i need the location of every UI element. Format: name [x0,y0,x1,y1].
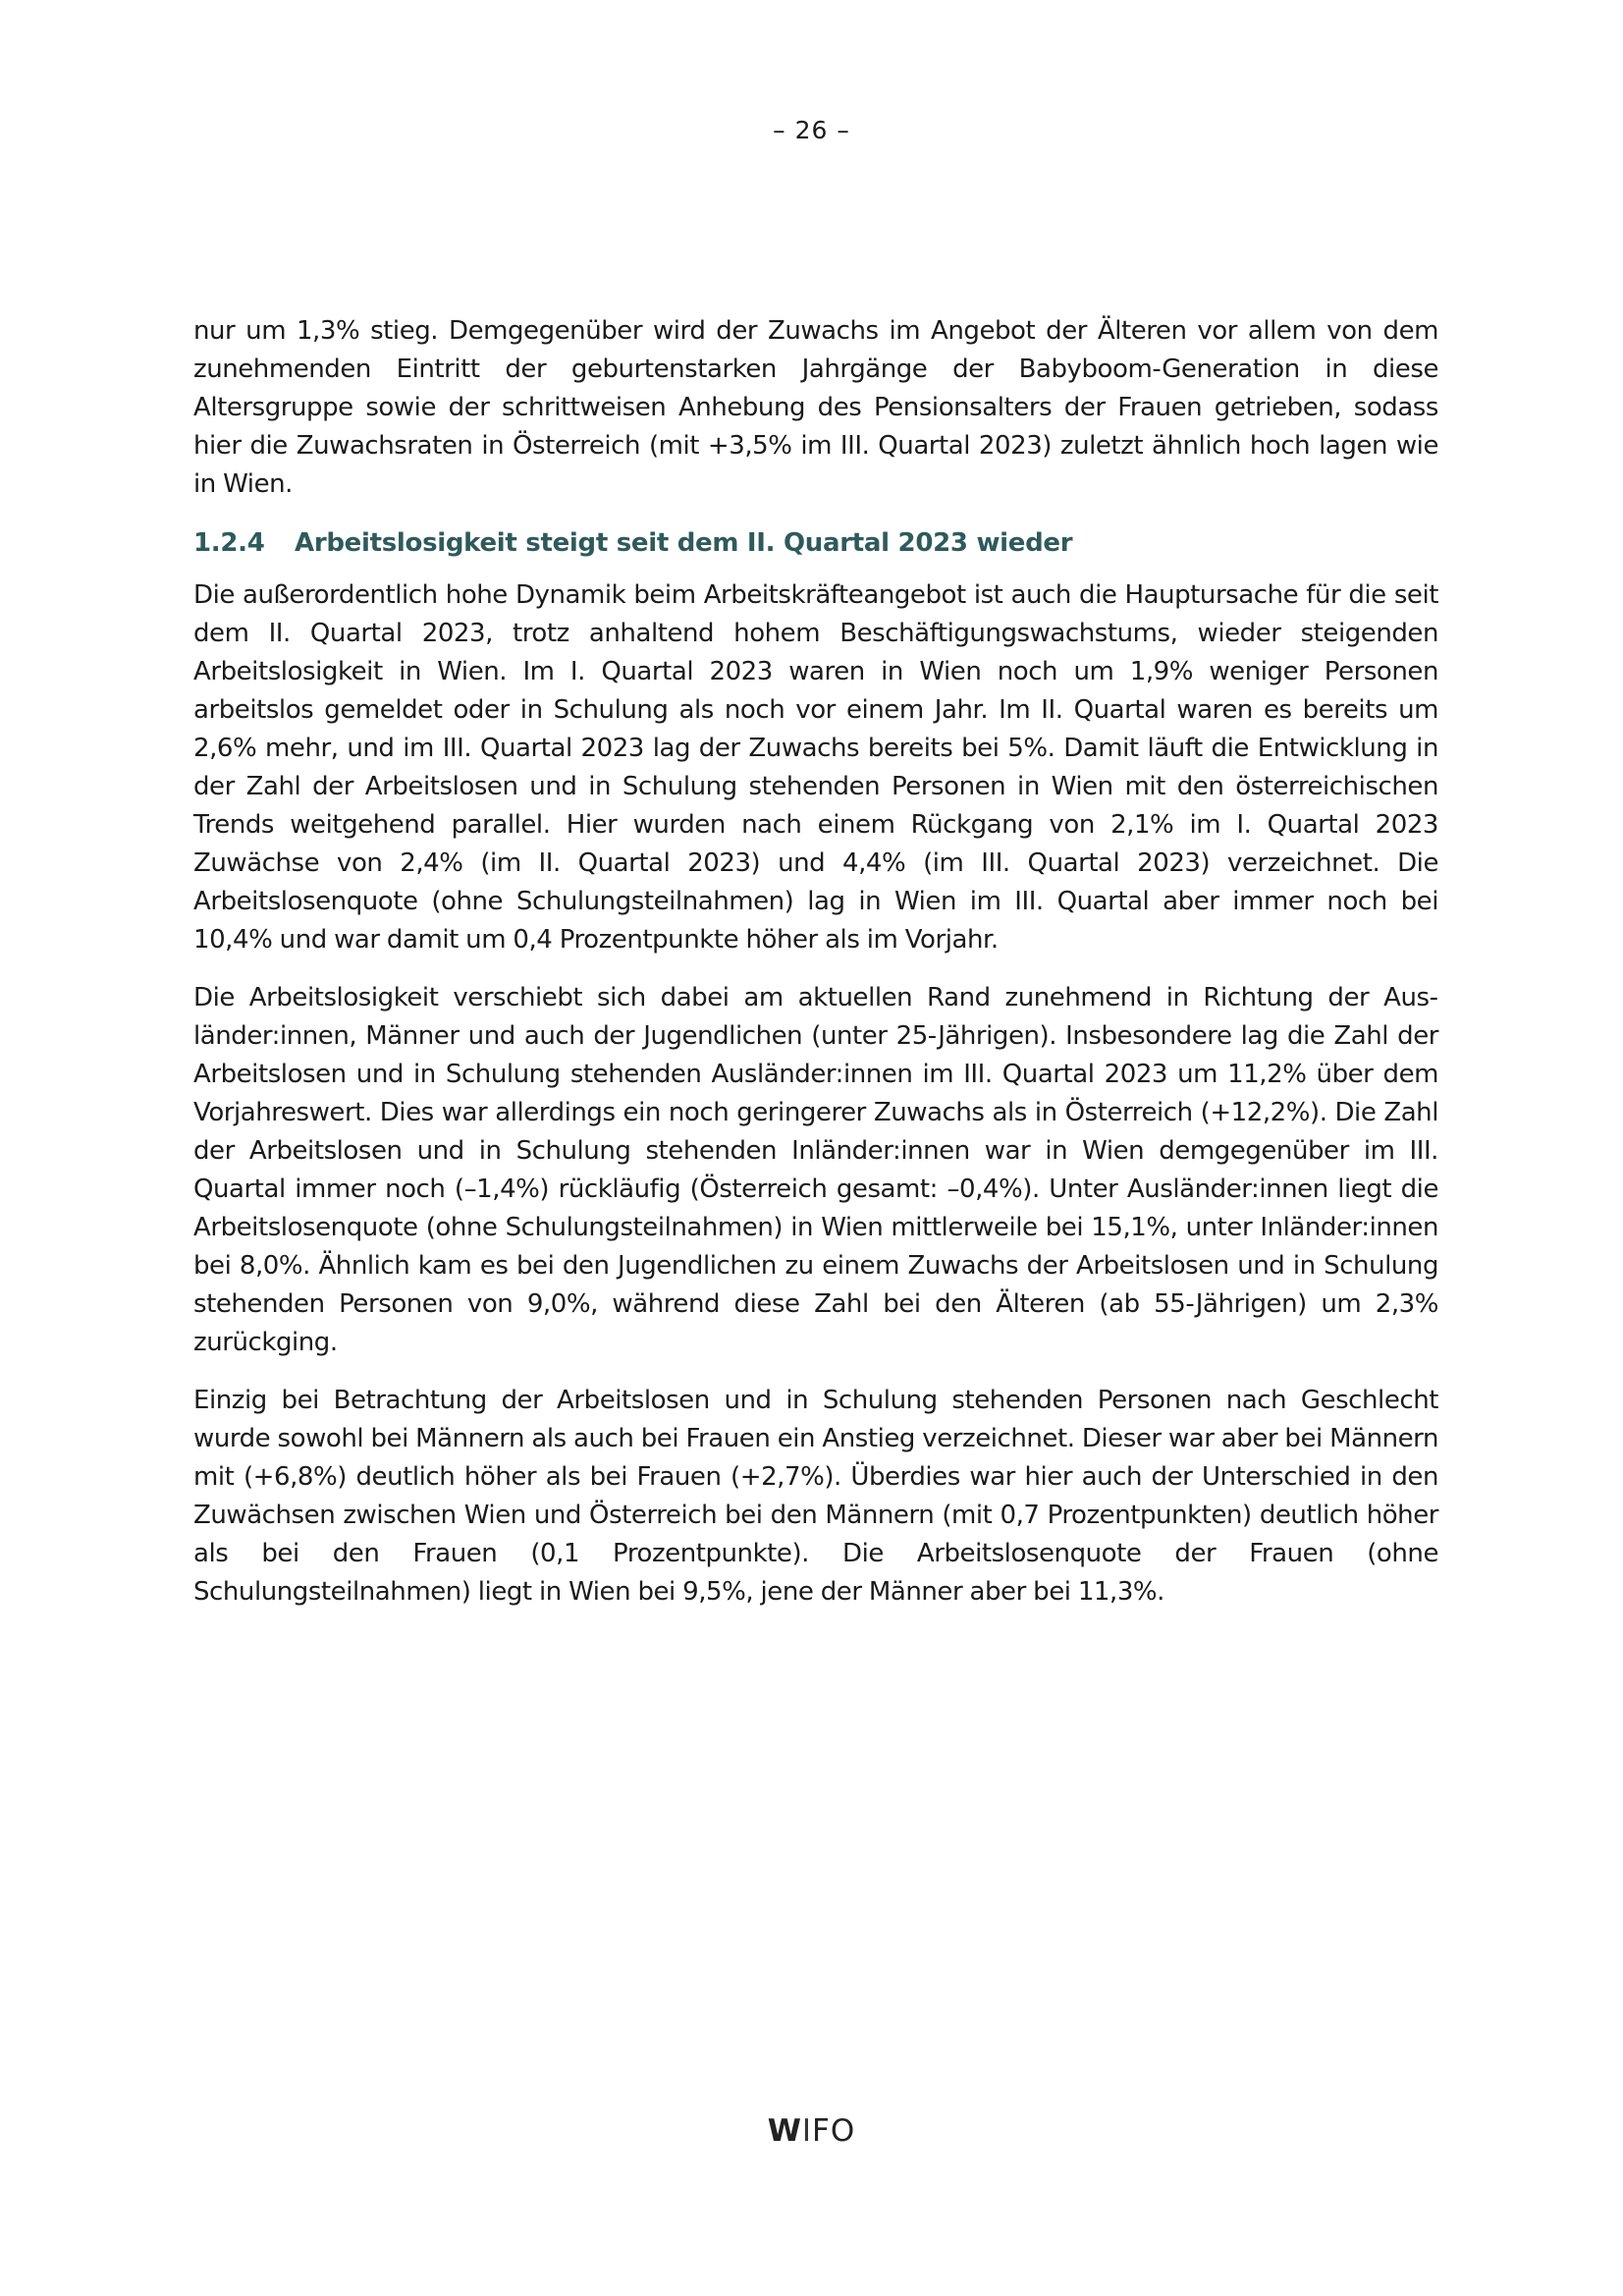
section-number: 1.2.4 [193,528,265,558]
body-paragraph: nur um 1,3% stieg. Demgegenüber wird der Zuwachs im Angebot der Älteren vor allem von dem zunehmenden Eintritt der geburtenstarken Jahrgänge der Babyboom-Generation in diese Altersgruppe sowie der schrittweisen Anhebung des Pensionsalters der Frauen getrieben, sodass hier die Zuwachsraten in Österreich (mit +3,5% im III. Quartal 2023) zuletzt ähnlich hoch lagen wie in Wien. [193,316,1438,499]
body-paragraph: Einzig bei Betrachtung der Arbeitslosen und in Schulung stehenden Personen nach Geschlecht wurde sowohl bei Männern als auch bei Frauen ein Anstieg verzeichnet. Dieser war aber bei Männern mit (+6,8%) deutlich höher als bei Frauen (+2,7%). Überdies war hier auch der Unterschied in den Zuwächsen zwischen Wien und Österreich bei den Männern (mit 0,7 Prozentpunkten) deutlich höher als bei den Frauen (0,1 Prozentpunkte). Die Arbeitslosenquote der Frauen (ohne Schulungsteilnahmen) liegt in Wien bei 9,5%, jene der Männer aber bei 11,3%. [193,1386,1438,1607]
document-body [193,312,1438,1631]
body-paragraph: Die Arbeitslosigkeit verschiebt sich dabei am aktuellen Rand zunehmend in Richtung der Ausländer:innen, Männer und auch der Jugendlichen (unter 25-Jährigen). Insbesondere lag die Zahl der Arbeitslosen und in Schulung stehenden Ausländer:innen im III. Quartal 2023 um 11,2% über dem Vorjahreswert. Dies war allerdings ein noch geringerer Zuwachs als in Österreich (+12,2%). Die Zahl der Arbeitslosen und in Schulung stehenden Inländer:innen war in Wien demgegenüber im III. Quartal immer noch (–1,4%) rückläufig (Österreich gesamt: –0,4%). Unter Ausländer:innen liegt die Arbeitslosenquote (ohne Schulungsteilnahmen) in Wien mittlerweile bei 15,1%, unter Inländer:innen bei 8,0%. Ähnlich kam es bei den Jugendlichen zu einem Zuwachs der Arbeitslosen und in Schulung stehenden Personen von 9,0%, während diese Zahl bei den Älteren (ab 55-Jährigen) um 2,3% zurückging. [193,983,1438,1357]
logo-bar: I [801,2113,813,2149]
logo-letter-o: O [830,2113,856,2149]
logo-letter-w: W [767,2113,802,2149]
section-heading [193,523,1438,563]
page-number: – 26 – [773,116,850,144]
wifo-logo [0,2113,1623,2149]
section-title: Arbeitslosigkeit steigt seit dem II. Quartal 2023 wieder [295,528,1073,558]
body-paragraph: Die außerordentlich hohe Dynamik beim Arbeitskräfteangebot ist auch die Hauptursache für die seit dem II. Quartal 2023, trotz anhaltend hohem Beschäftigungswachstums, wieder steigenden Arbeitslosigkeit in Wien. Im I. Quartal 2023 waren in Wien noch um 1,9% weniger Personen arbeitslos gemeldet oder in Schulung als noch vor einem Jahr. Im II. Quartal waren es bereits um 2,6% mehr, und im III. Quartal 2023 lag der Zuwachs bereits bei 5%. Damit läuft die Entwicklung in der Zahl der Arbeitslosen und in Schulung stehenden Personen in Wien mit den österreichischen Trends weitgehend parallel. Hier wurden nach einem Rückgang von 2,1% im I. Quartal 2023 Zuwächse von 2,4% (im II. Quartal 2023) und 4,4% (im III. Quartal 2023) verzeichnet. Die Arbeitslosenquote (ohne Schulungsteilnahmen) lag in Wien im III. Quartal aber immer noch bei 10,4% und war damit um 0,4 Prozentpunkte höher als im Vorjahr. [193,580,1438,955]
logo-letter-f: F [812,2113,831,2149]
